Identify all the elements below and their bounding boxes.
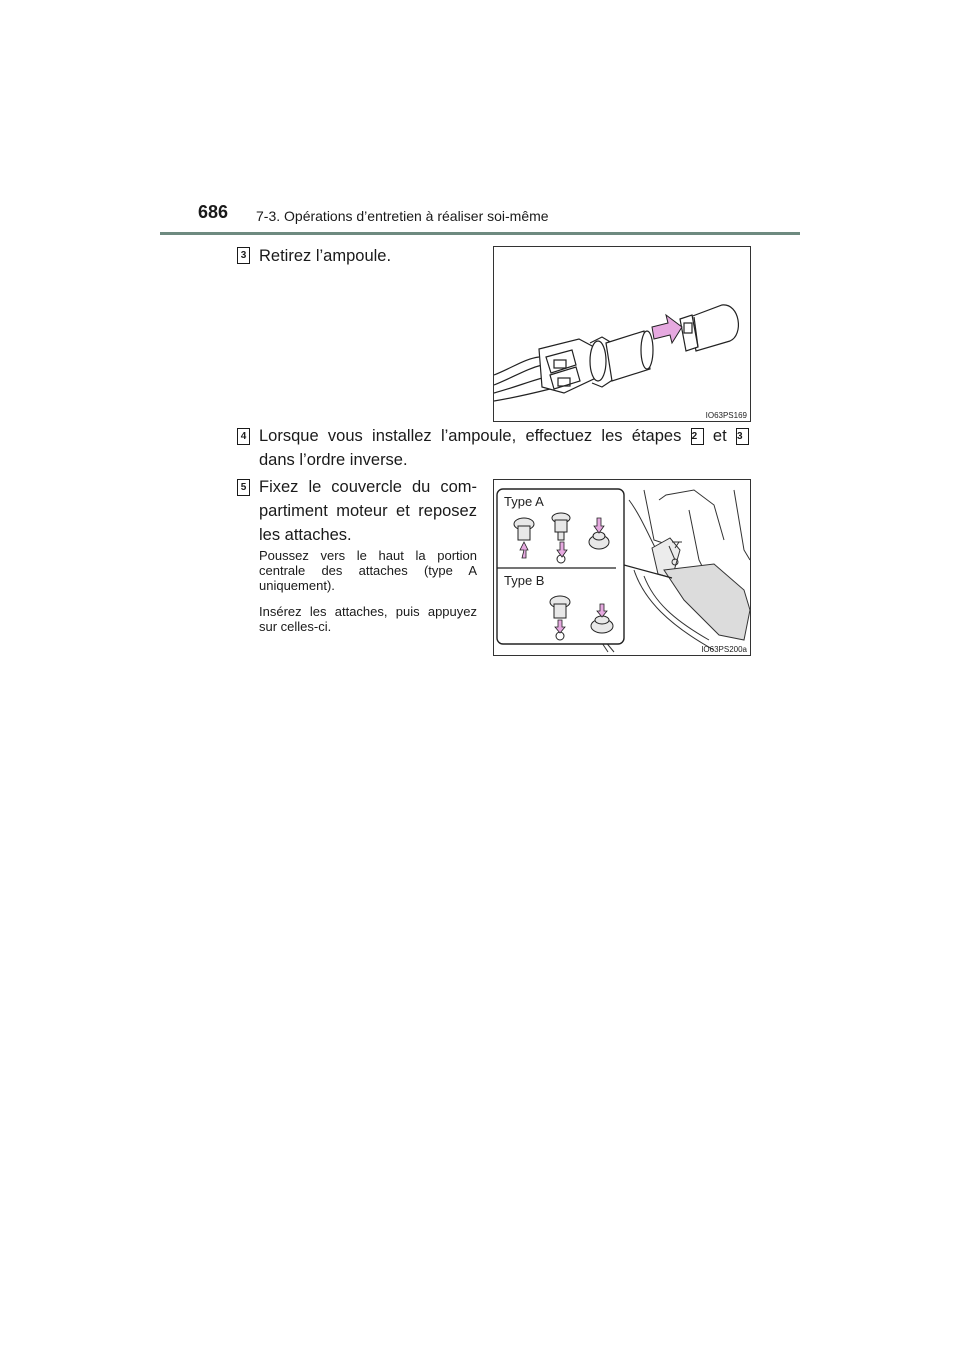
figure-code: IO63PS200a: [701, 645, 747, 654]
step-4-text: Lorsque vous installez l’ampoule, effectuez les étapes: [259, 427, 682, 445]
section-title: 7-3. Opérations d’entretien à réaliser soi-même: [256, 208, 549, 224]
figure-code: IO63PS169: [705, 411, 747, 420]
step-5-line-2: partiment moteur et reposez: [259, 502, 477, 520]
step-badge-3: 3: [237, 247, 250, 264]
page-header: [160, 202, 800, 236]
step-badge-5: 5: [237, 479, 250, 496]
type-a-label: Type A: [504, 494, 544, 509]
step-ref-2: 2: [691, 428, 704, 445]
step-ref-3: 3: [736, 428, 749, 445]
page-number: 686: [198, 202, 229, 222]
step-4-conjunction: et: [712, 427, 727, 445]
header-rule: [160, 232, 800, 235]
step-5-line-3: les attaches.: [259, 526, 352, 544]
step-4-line-1: [259, 425, 749, 447]
step-4-text-end: dans l’ordre inverse.: [259, 451, 408, 469]
clip-install-figure: [493, 479, 751, 656]
bulb-removal-illustration: [494, 247, 750, 421]
step-5-note-2: Insérez les attaches, puis appuyez sur celles-ci.: [259, 604, 477, 634]
step-badge-4: 4: [237, 428, 250, 445]
step-5-note-1: Poussez vers le haut la portion centrale des attaches (type A uniquement).: [259, 548, 477, 593]
bulb-removal-figure: [493, 246, 751, 422]
removal-arrow-icon: [652, 315, 682, 343]
step-5-line-1: Fixez le couvercle du com-: [259, 478, 477, 496]
step-3-text: Retirez l’ampoule.: [259, 247, 392, 265]
type-b-label: Type B: [504, 573, 545, 588]
